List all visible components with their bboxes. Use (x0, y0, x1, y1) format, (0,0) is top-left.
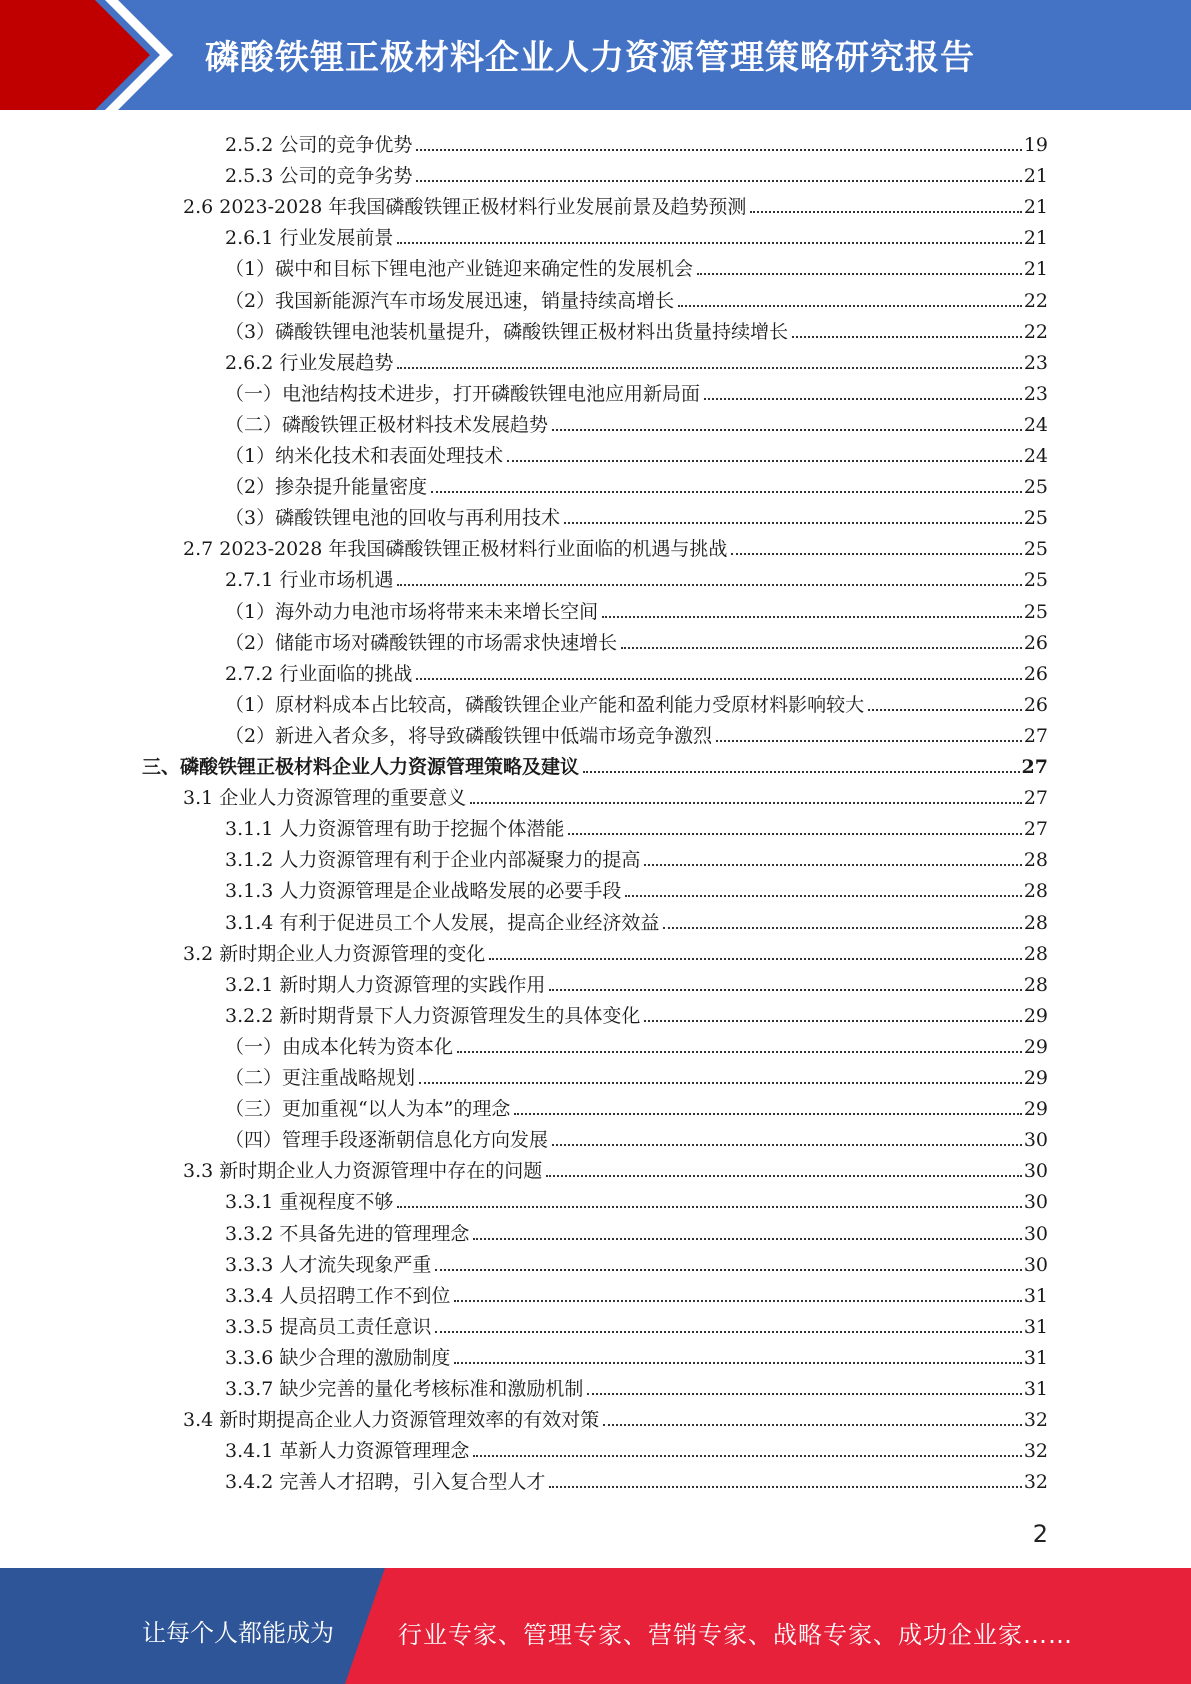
toc-dot-leader (644, 864, 1021, 866)
toc-entry-page: 24 (1023, 413, 1048, 436)
toc-dot-leader (644, 1020, 1021, 1022)
toc-entry[interactable] (225, 997, 1048, 1028)
toc-dot-leader (397, 584, 1021, 586)
toc-entry-label: 2.6.1 行业发展前景 (225, 227, 394, 250)
toc-entry[interactable] (183, 779, 1048, 810)
toc-entry-label: 3.1.4 有利于促进员工个人发展，提高企业经济效益 (225, 911, 660, 934)
toc-entry[interactable] (225, 1028, 1048, 1059)
toc-entry-page: 21 (1023, 258, 1048, 281)
toc-entry-page: 29 (1023, 1098, 1048, 1121)
toc-dot-leader (397, 1206, 1021, 1208)
toc-dot-leader (397, 242, 1021, 244)
toc-entry-page: 27 (1021, 756, 1048, 778)
toc-entry-page: 25 (1023, 569, 1048, 592)
toc-entry[interactable] (225, 561, 1048, 592)
toc-entry-label: （3）磷酸铁锂电池的回收与再利用技术 (225, 507, 561, 530)
toc-dot-leader (792, 336, 1022, 338)
toc-entry[interactable] (225, 282, 1048, 313)
toc-entry[interactable] (225, 904, 1048, 935)
toc-entry-page: 22 (1023, 289, 1048, 312)
toc-entry-label: 2.7.2 行业面临的挑战 (225, 662, 413, 685)
toc-entry[interactable] (225, 437, 1048, 468)
toc-entry-label: 2.6.2 行业发展趋势 (225, 351, 394, 374)
toc-dot-leader (470, 802, 1022, 804)
toc-dot-leader (750, 211, 1021, 213)
toc-entry[interactable] (225, 344, 1048, 375)
toc-entry-page: 21 (1023, 196, 1048, 219)
toc-entry-page: 27 (1023, 787, 1048, 810)
toc-dot-leader (419, 1082, 1022, 1084)
toc-entry-page: 29 (1023, 1004, 1048, 1027)
toc-entry-page: 21 (1023, 227, 1048, 250)
toc-dot-leader (435, 1269, 1021, 1271)
toc-dot-leader (454, 1300, 1021, 1302)
toc-entry[interactable] (225, 1090, 1048, 1121)
toc-entry[interactable] (225, 219, 1048, 250)
toc-entry-label: （2）我国新能源汽车市场发展迅速，销量持续高增长 (225, 289, 675, 312)
toc-entry[interactable] (225, 250, 1048, 281)
toc-dot-leader (431, 491, 1022, 493)
toc-entry[interactable] (225, 1432, 1048, 1463)
toc-entry-label: 3.1.3 人力资源管理是企业战略发展的必要手段 (225, 880, 622, 903)
toc-entry-page: 22 (1023, 320, 1048, 343)
toc-dot-leader (457, 1051, 1022, 1053)
footer-slogan-left: 让每个人都能成为 (142, 1619, 334, 1647)
toc-entry[interactable] (225, 810, 1048, 841)
toc-entry-label: （1）原材料成本占比较高，磷酸铁锂企业产能和盈利能力受原材料影响较大 (225, 693, 865, 716)
toc-entry-label: 3.2.1 新时期人力资源管理的实践作用 (225, 973, 546, 996)
toc-entry-page: 28 (1023, 911, 1048, 934)
toc-entry-label: 3.3.4 人员招聘工作不到位 (225, 1284, 451, 1307)
toc-entry-page: 31 (1023, 1378, 1048, 1400)
toc-dot-leader (621, 647, 1022, 649)
toc-entry-page: 25 (1023, 507, 1048, 530)
toc-entry[interactable] (225, 593, 1048, 624)
toc-entry-page: 30 (1023, 1222, 1048, 1245)
toc-entry-page: 19 (1023, 134, 1048, 156)
toc-dot-leader (602, 616, 1022, 618)
toc-entry[interactable] (225, 1308, 1048, 1339)
toc-entry-label: 2.7.1 行业市场机遇 (225, 569, 394, 592)
toc-entry-label: （2）储能市场对磷酸铁锂的市场需求快速增长 (225, 631, 618, 654)
toc-entry-label: （1）碳中和目标下锂电池产业链迎来确定性的发展机会 (225, 258, 694, 281)
toc-entry-page: 30 (1023, 1160, 1048, 1183)
toc-entry-label: 3.1 企业人力资源管理的重要意义 (183, 787, 467, 810)
toc-entry[interactable] (225, 841, 1048, 872)
toc-dot-leader (568, 833, 1021, 835)
toc-entry-label: 3.1.2 人力资源管理有利于企业内部凝聚力的提高 (225, 849, 641, 872)
toc-dot-leader (435, 1331, 1021, 1333)
toc-entry-label: （1）海外动力电池市场将带来未来增长空间 (225, 600, 599, 623)
toc-entry-page: 30 (1023, 1191, 1048, 1214)
toc-entry-page: 27 (1023, 724, 1048, 747)
toc-entry-page: 26 (1023, 662, 1048, 685)
toc-entry-label: 3.4 新时期提高企业人力资源管理效率的有效对策 (183, 1409, 600, 1432)
toc-entry-page: 24 (1023, 445, 1048, 467)
toc-entry-label: （三）更加重视“以人为本”的理念 (225, 1098, 511, 1121)
toc-entry[interactable] (225, 313, 1048, 344)
toc-entry[interactable] (183, 188, 1048, 219)
toc-dot-leader (473, 1238, 1021, 1240)
toc-entry-label: （二）更注重战略规划 (225, 1067, 416, 1089)
toc-entry-label: 2.6 2023-2028 年我国磷酸铁锂正极材料行业发展前景及趋势预测 (183, 196, 747, 219)
toc-entry[interactable] (225, 375, 1048, 406)
toc-entry[interactable] (225, 1463, 1048, 1494)
toc-entry[interactable] (225, 126, 1048, 157)
toc-entry-label: 3.3.5 提高员工责任意识 (225, 1315, 432, 1338)
toc-entry[interactable] (183, 1401, 1048, 1432)
toc-entry-label: 3.3.2 不具备先进的管理理念 (225, 1222, 470, 1245)
toc-dot-leader (397, 367, 1021, 369)
toc-entry[interactable] (225, 872, 1048, 903)
toc-entry[interactable] (225, 655, 1048, 686)
toc-entry-page: 32 (1023, 1440, 1048, 1463)
toc-dot-leader (587, 1393, 1021, 1395)
toc-entry-page: 26 (1023, 631, 1048, 654)
toc-entry[interactable] (225, 1183, 1048, 1214)
toc-dot-leader (697, 273, 1022, 275)
toc-entry-label: （1）纳米化技术和表面处理技术 (225, 445, 504, 467)
toc-entry-label: （二）磷酸铁锂正极材料技术发展趋势 (225, 413, 549, 436)
toc-entry-page: 28 (1023, 880, 1048, 903)
toc-entry-label: （2）掺杂提升能量密度 (225, 476, 428, 499)
toc-entry-label: 3.3.6 缺少合理的激励制度 (225, 1346, 451, 1369)
toc-entry-label: 3.3.1 重视程度不够 (225, 1191, 394, 1214)
toc-dot-leader (489, 958, 1022, 960)
toc-entry-label: 3.3 新时期企业人力资源管理中存在的问题 (183, 1160, 543, 1183)
toc-entry-label: （3）磷酸铁锂电池装机量提升，磷酸铁锂正极材料出货量持续增长 (225, 320, 789, 343)
toc-entry-page: 28 (1023, 973, 1048, 996)
toc-entry[interactable] (225, 468, 1048, 499)
toc-entry-page: 21 (1023, 165, 1048, 188)
toc-entry[interactable] (225, 1121, 1048, 1152)
toc-entry[interactable] (225, 499, 1048, 530)
toc-dot-leader (514, 1113, 1021, 1115)
toc-dot-leader (716, 740, 1022, 742)
toc-entry[interactable] (225, 157, 1048, 188)
toc-dot-leader (454, 1362, 1021, 1364)
toc-entry-page: 30 (1023, 1253, 1048, 1276)
toc-dot-leader (868, 709, 1022, 711)
toc-entry[interactable] (225, 966, 1048, 997)
toc-entry-page: 31 (1023, 1315, 1048, 1338)
toc-entry-page: 32 (1023, 1409, 1048, 1432)
page-number: 2 (1032, 1520, 1048, 1548)
toc-dot-leader (416, 149, 1021, 151)
report-title: 磷酸铁锂正极材料企业人力资源管理策略研究报告 (205, 38, 975, 78)
toc-entry-label: 3.3.7 缺少完善的量化考核标准和激励机制 (225, 1378, 584, 1400)
toc-entry-page: 26 (1023, 693, 1048, 716)
toc-entry-label: 3.4.2 完善人才招聘，引入复合型人才 (225, 1471, 546, 1494)
toc-entry-page: 28 (1023, 849, 1048, 872)
toc-entry-page: 28 (1023, 942, 1048, 965)
toc-entry-label: （2）新进入者众多，将导致磷酸铁锂中低端市场竞争激烈 (225, 724, 713, 747)
toc-entry-page: 29 (1023, 1067, 1048, 1089)
toc-entry[interactable] (225, 1339, 1048, 1370)
toc-entry-page: 29 (1023, 1035, 1048, 1058)
toc-entry[interactable] (225, 1246, 1048, 1277)
toc-entry[interactable] (225, 717, 1048, 748)
toc-entry[interactable] (183, 530, 1048, 561)
toc-entry-label: 三、磷酸铁锂正极材料企业人力资源管理策略及建议 (142, 756, 580, 778)
toc-entry-label: 3.3.3 人才流失现象严重 (225, 1253, 432, 1276)
toc-entry[interactable] (225, 686, 1048, 717)
toc-dot-leader (552, 429, 1022, 431)
toc-entry-page: 27 (1023, 818, 1048, 841)
toc-entry-page: 31 (1023, 1284, 1048, 1307)
toc-entry[interactable] (225, 406, 1048, 437)
toc-dot-leader (507, 460, 1022, 462)
toc-dot-leader (546, 1175, 1022, 1177)
toc-entry-label: 3.2 新时期企业人力资源管理的变化 (183, 942, 486, 965)
toc-entry[interactable] (225, 1277, 1048, 1308)
toc-entry-page: 23 (1023, 382, 1048, 405)
toc-dot-leader (564, 522, 1022, 524)
toc-entry[interactable] (225, 1059, 1048, 1090)
toc-dot-leader (704, 398, 1022, 400)
toc-entry-page: 30 (1023, 1129, 1048, 1152)
toc-entry-label: 3.4.1 革新人力资源管理理念 (225, 1440, 470, 1463)
toc-entry-label: 2.7 2023-2028 年我国磷酸铁锂正极材料行业面临的机遇与挑战 (183, 538, 728, 561)
toc-entry-page: 25 (1023, 600, 1048, 623)
toc-entry-label: 2.5.2 公司的竞争优势 (225, 134, 413, 156)
toc-dot-leader (552, 1144, 1022, 1146)
toc-dot-leader (549, 989, 1021, 991)
toc-entry-page: 25 (1023, 476, 1048, 499)
toc-entry[interactable] (183, 1152, 1048, 1183)
toc-entry-label: （四）管理手段逐渐朝信息化方向发展 (225, 1129, 549, 1152)
toc-dot-leader (416, 180, 1021, 182)
toc-entry[interactable] (225, 1370, 1048, 1401)
toc-entry[interactable] (142, 748, 1048, 779)
toc-dot-leader (473, 1455, 1021, 1457)
toc-dot-leader (583, 771, 1020, 773)
footer-slogan-right: 行业专家、管理专家、营销专家、战略专家、成功企业家…… (398, 1621, 1073, 1649)
toc-dot-leader (663, 927, 1021, 929)
toc-entry-page: 32 (1023, 1471, 1048, 1494)
toc-entry[interactable] (183, 935, 1048, 966)
toc-entry-label: （一）电池结构技术进步，打开磷酸铁锂电池应用新局面 (225, 382, 701, 405)
toc-dot-leader (603, 1424, 1022, 1426)
toc-dot-leader (416, 678, 1021, 680)
toc-entry[interactable] (225, 1215, 1048, 1246)
toc-dot-leader (678, 305, 1022, 307)
toc-entry-label: 3.1.1 人力资源管理有助于挖掘个体潜能 (225, 818, 565, 841)
toc-dot-leader (549, 1486, 1021, 1488)
toc-entry-label: （一）由成本化转为资本化 (225, 1035, 454, 1058)
report-header (0, 0, 1191, 110)
toc-entry-page: 23 (1023, 351, 1048, 374)
toc-dot-leader (731, 553, 1021, 555)
toc-dot-leader (625, 895, 1021, 897)
toc-entry[interactable] (225, 624, 1048, 655)
toc-entry-page: 31 (1023, 1346, 1048, 1369)
footer-banner (0, 1568, 1191, 1684)
toc-entry-page: 25 (1023, 538, 1048, 561)
toc-entry-label: 3.2.2 新时期背景下人力资源管理发生的具体变化 (225, 1004, 641, 1027)
toc-entry-label: 2.5.3 公司的竞争劣势 (225, 165, 413, 188)
